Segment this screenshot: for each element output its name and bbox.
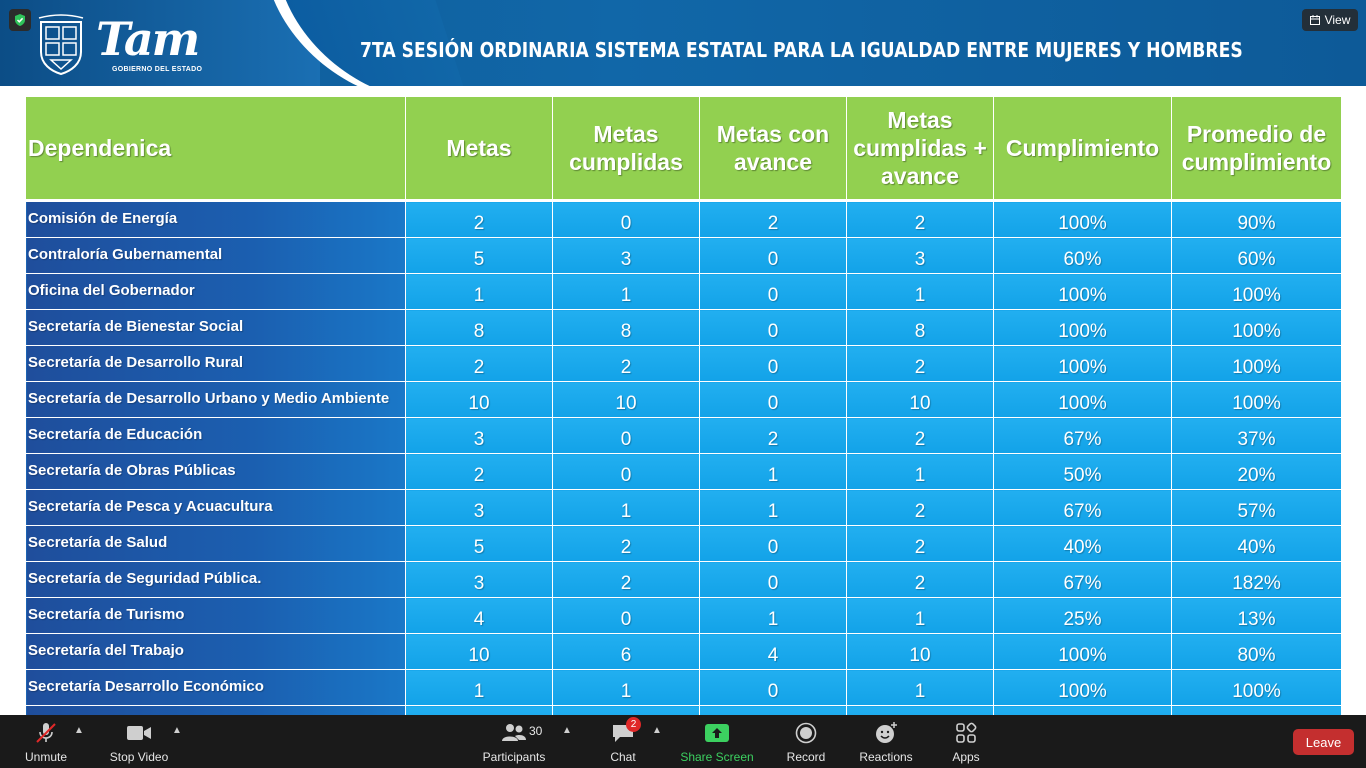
value-cell: 100% <box>1172 670 1342 706</box>
dependencia-cell: Secretaría de Desarrollo Urbano y Medio Ambiente <box>26 382 406 418</box>
chat-label: Chat <box>610 750 636 764</box>
value-cell <box>406 706 553 716</box>
value-cell <box>700 706 847 716</box>
table-header-row <box>26 97 1342 201</box>
value-cell: 8 <box>847 310 994 346</box>
unmute-label: Unmute <box>24 750 68 764</box>
value-cell: 67% <box>994 562 1172 598</box>
value-cell: 182% <box>1172 562 1342 598</box>
logo-subtext: GOBIERNO DEL ESTADO <box>112 66 203 73</box>
value-cell: 40% <box>994 526 1172 562</box>
value-cell: 100% <box>994 382 1172 418</box>
header-dependencia: Dependenica <box>26 97 406 201</box>
value-cell: 2 <box>406 454 553 490</box>
value-cell: 2 <box>406 201 553 238</box>
value-cell: 20% <box>1172 454 1342 490</box>
value-cell: 100% <box>994 201 1172 238</box>
value-cell: 1 <box>553 490 700 526</box>
value-cell: 2 <box>700 201 847 238</box>
value-cell: 3 <box>553 238 700 274</box>
value-cell: 100% <box>1172 346 1342 382</box>
header-metas-cumplidas: Metas cumplidas <box>553 97 700 201</box>
slide-right-margin <box>1357 86 1366 715</box>
value-cell: 25% <box>994 598 1172 634</box>
dependencia-cell: Contraloría Gubernamental <box>26 238 406 274</box>
value-cell: 10 <box>847 382 994 418</box>
value-cell: 0 <box>700 670 847 706</box>
value-cell: 3 <box>406 562 553 598</box>
logo-wordmark: Tam <box>96 12 199 66</box>
view-button[interactable] <box>1302 9 1358 31</box>
value-cell: 0 <box>700 346 847 382</box>
value-cell: 10 <box>406 634 553 670</box>
value-cell: 2 <box>847 526 994 562</box>
value-cell: 2 <box>847 562 994 598</box>
table-row <box>26 670 1342 706</box>
value-cell: 100% <box>994 310 1172 346</box>
table-row <box>26 562 1342 598</box>
value-cell: 0 <box>553 454 700 490</box>
view-icon <box>1310 15 1320 25</box>
share-screen-button[interactable] <box>682 721 752 765</box>
value-cell: 3 <box>847 238 994 274</box>
record-label: Record <box>786 750 826 764</box>
table-body <box>26 201 1342 716</box>
participants-options-caret-icon[interactable]: ▲ <box>562 725 572 736</box>
value-cell: 0 <box>700 274 847 310</box>
table-row <box>26 238 1342 274</box>
value-cell <box>553 706 700 716</box>
chat-unread-badge: 2 <box>626 717 641 732</box>
table-row <box>26 706 1342 716</box>
value-cell: 5 <box>406 526 553 562</box>
dependencia-cell: Secretaría de Obras Públicas <box>26 454 406 490</box>
value-cell: 67% <box>994 490 1172 526</box>
slide-header <box>0 0 1366 86</box>
value-cell: 1 <box>553 670 700 706</box>
header-metas-con-avance: Metas con avance <box>700 97 847 201</box>
dependencia-cell: Secretaría Desarrollo Económico <box>26 670 406 706</box>
value-cell: 1 <box>847 598 994 634</box>
value-cell: 10 <box>553 382 700 418</box>
value-cell: 8 <box>406 310 553 346</box>
value-cell: 1 <box>406 274 553 310</box>
value-cell: 2 <box>553 346 700 382</box>
table-row <box>26 526 1342 562</box>
chat-options-caret-icon[interactable]: ▲ <box>652 725 662 736</box>
value-cell: 0 <box>700 310 847 346</box>
table-row <box>26 382 1342 418</box>
value-cell: 8 <box>553 310 700 346</box>
value-cell: 4 <box>700 634 847 670</box>
stop-video-label: Stop Video <box>109 750 169 764</box>
dependencia-cell: Secretaría de Seguridad Pública. <box>26 562 406 598</box>
share-screen-icon <box>704 723 730 743</box>
value-cell: 1 <box>406 670 553 706</box>
value-cell: 100% <box>994 670 1172 706</box>
value-cell: 90% <box>1172 201 1342 238</box>
compliance-table <box>25 96 1341 715</box>
value-cell: 37% <box>1172 418 1342 454</box>
dependencia-cell <box>26 706 406 716</box>
apps-button[interactable] <box>950 721 982 765</box>
value-cell: 2 <box>700 418 847 454</box>
dependencia-cell: Comisión de Energía <box>26 201 406 238</box>
reactions-emoji-icon <box>874 721 898 745</box>
reactions-button[interactable] <box>860 721 912 765</box>
slide-title: 7TA SESIÓN ORDINARIA SISTEMA ESTATAL PARA LA IGUALDAD ENTRE MUJERES Y HOMBRES <box>360 38 1243 62</box>
compliance-table-container <box>25 96 1341 715</box>
share-screen-label: Share Screen <box>680 750 754 764</box>
value-cell: 0 <box>700 526 847 562</box>
dependencia-cell: Secretaría de Salud <box>26 526 406 562</box>
header-promedio-cumplimiento: Promedio de cumplimiento <box>1172 97 1342 201</box>
value-cell: 1 <box>553 274 700 310</box>
value-cell: 4 <box>406 598 553 634</box>
value-cell: 1 <box>847 670 994 706</box>
value-cell: 13% <box>1172 598 1342 634</box>
reactions-label: Reactions <box>859 750 913 764</box>
value-cell: 80% <box>1172 634 1342 670</box>
video-camera-icon <box>126 723 152 743</box>
dependencia-cell: Secretaría del Trabajo <box>26 634 406 670</box>
table-row <box>26 598 1342 634</box>
value-cell: 1 <box>700 490 847 526</box>
dependencia-cell: Secretaría de Turismo <box>26 598 406 634</box>
value-cell: 1 <box>847 454 994 490</box>
value-cell: 1 <box>700 598 847 634</box>
header-metas: Metas <box>406 97 553 201</box>
value-cell: 1 <box>700 454 847 490</box>
value-cell: 2 <box>553 562 700 598</box>
value-cell <box>994 706 1172 716</box>
table-row <box>26 274 1342 310</box>
leave-meeting-button[interactable]: Leave <box>1293 729 1354 755</box>
stop-video-button[interactable] <box>108 721 170 765</box>
dependencia-cell: Secretaría de Pesca y Acuacultura <box>26 490 406 526</box>
value-cell: 10 <box>406 382 553 418</box>
table-row <box>26 310 1342 346</box>
table-row <box>26 346 1342 382</box>
value-cell: 100% <box>994 634 1172 670</box>
muted-microphone-icon <box>34 721 58 745</box>
header-metas-cumplidas-avance: Metas cumplidas + avance <box>847 97 994 201</box>
dependencia-cell: Oficina del Gobernador <box>26 274 406 310</box>
apps-icon <box>955 722 977 744</box>
tam-government-logo <box>96 14 216 80</box>
value-cell: 6 <box>553 634 700 670</box>
table-row <box>26 418 1342 454</box>
header-cumplimiento: Cumplimiento <box>994 97 1172 201</box>
value-cell: 0 <box>553 418 700 454</box>
value-cell: 50% <box>994 454 1172 490</box>
value-cell: 100% <box>1172 310 1342 346</box>
value-cell: 2 <box>847 418 994 454</box>
value-cell: 100% <box>1172 382 1342 418</box>
value-cell: 100% <box>994 346 1172 382</box>
value-cell: 0 <box>700 562 847 598</box>
value-cell: 1 <box>847 274 994 310</box>
dependencia-cell: Secretaría de Bienestar Social <box>26 310 406 346</box>
value-cell: 0 <box>553 201 700 238</box>
value-cell: 0 <box>700 238 847 274</box>
value-cell: 57% <box>1172 490 1342 526</box>
unmute-button[interactable] <box>24 721 68 765</box>
participants-label: Participants <box>482 750 546 764</box>
value-cell: 10 <box>847 634 994 670</box>
value-cell: 3 <box>406 418 553 454</box>
video-options-caret-icon[interactable]: ▲ <box>172 725 182 736</box>
value-cell <box>1172 706 1342 716</box>
record-button[interactable] <box>786 721 826 765</box>
meeting-toolbar <box>0 715 1366 768</box>
dependencia-cell: Secretaría de Desarrollo Rural <box>26 346 406 382</box>
security-shield-icon[interactable] <box>9 9 31 31</box>
table-row <box>26 454 1342 490</box>
value-cell: 60% <box>994 238 1172 274</box>
participants-icon <box>501 722 527 744</box>
dependencia-cell: Secretaría de Educación <box>26 418 406 454</box>
value-cell: 3 <box>406 490 553 526</box>
table-row <box>26 201 1342 238</box>
coat-of-arms-icon <box>36 14 86 76</box>
table-row <box>26 634 1342 670</box>
value-cell: 2 <box>847 201 994 238</box>
view-button-label: View <box>1324 13 1351 27</box>
value-cell: 60% <box>1172 238 1342 274</box>
value-cell: 67% <box>994 418 1172 454</box>
value-cell: 2 <box>847 490 994 526</box>
value-cell: 2 <box>553 526 700 562</box>
record-icon <box>795 722 817 744</box>
table-row <box>26 490 1342 526</box>
audio-options-caret-icon[interactable]: ▲ <box>74 725 84 736</box>
apps-label: Apps <box>952 750 980 764</box>
participants-count: 30 <box>529 724 543 738</box>
value-cell: 100% <box>994 274 1172 310</box>
value-cell: 40% <box>1172 526 1342 562</box>
value-cell: 100% <box>1172 274 1342 310</box>
value-cell: 0 <box>700 382 847 418</box>
value-cell: 0 <box>553 598 700 634</box>
value-cell: 2 <box>406 346 553 382</box>
value-cell: 5 <box>406 238 553 274</box>
value-cell: 2 <box>847 346 994 382</box>
value-cell <box>847 706 994 716</box>
